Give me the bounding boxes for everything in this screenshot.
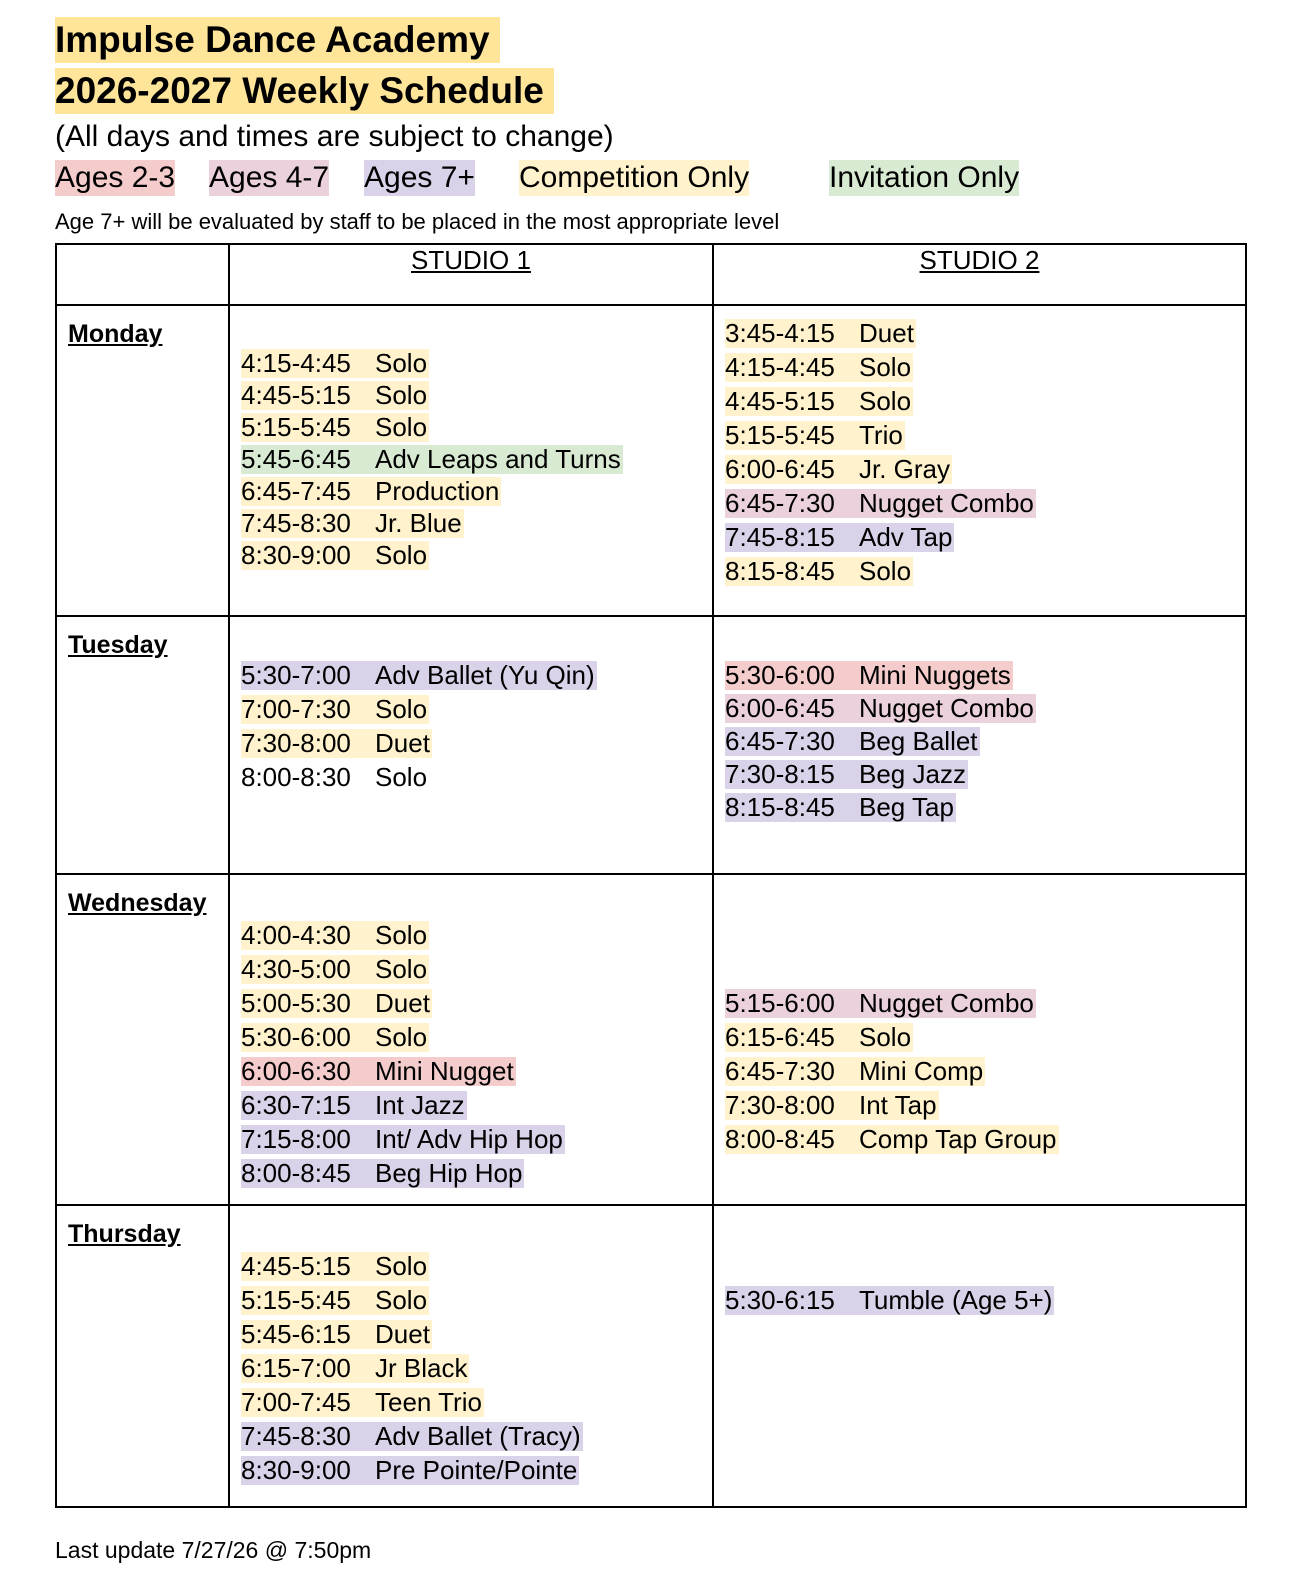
class-name: Solo xyxy=(859,386,912,416)
class-name: Solo xyxy=(375,1285,428,1315)
class-entry xyxy=(241,541,429,570)
class-entry xyxy=(241,1057,516,1086)
class-name: Trio xyxy=(859,420,903,450)
class-entry xyxy=(241,1252,429,1281)
class-time: 8:00-8:45 xyxy=(725,1124,835,1154)
class-entry xyxy=(241,1456,579,1485)
class-name: Solo xyxy=(375,1251,428,1281)
legend-competition-only: Competition Only xyxy=(519,161,750,194)
class-time: 6:45-7:30 xyxy=(725,488,835,518)
class-entry xyxy=(241,1354,469,1383)
class-entry xyxy=(725,694,1036,723)
class-time: 4:45-5:15 xyxy=(725,386,835,416)
class-name: Duet xyxy=(375,1319,430,1349)
class-entry xyxy=(241,1286,429,1315)
class-name: Solo xyxy=(375,380,428,410)
class-time: 5:00-5:30 xyxy=(241,988,351,1018)
class-name: Beg Tap xyxy=(859,792,954,822)
class-entry xyxy=(241,989,432,1018)
header-empty xyxy=(56,244,229,305)
schedule-table xyxy=(55,243,1247,1508)
class-time: 8:15-8:45 xyxy=(725,792,835,822)
class-time: 7:45-8:30 xyxy=(241,1421,351,1451)
class-entry xyxy=(725,1125,1059,1154)
class-time: 4:45-5:15 xyxy=(241,1251,351,1281)
class-time: 7:00-7:30 xyxy=(241,694,351,724)
class-name: Nugget Combo xyxy=(859,988,1034,1018)
class-name: Adv Ballet (Yu Qin) xyxy=(375,660,595,690)
class-name: Solo xyxy=(375,540,428,570)
class-entry xyxy=(725,421,905,450)
thursday-studio-1 xyxy=(229,1205,713,1507)
class-entry xyxy=(725,387,913,416)
class-name: Solo xyxy=(859,556,912,586)
class-entry xyxy=(241,729,432,758)
studio-2-header: STUDIO 2 xyxy=(713,244,1246,305)
class-entry xyxy=(241,509,464,538)
class-time: 4:15-4:45 xyxy=(725,352,835,382)
class-time: 5:30-6:15 xyxy=(725,1285,835,1315)
wednesday-studio-1 xyxy=(229,874,713,1205)
tuesday-studio-1 xyxy=(229,616,713,874)
class-time: 7:30-8:15 xyxy=(725,759,835,789)
legend-invitation-only: Invitation Only xyxy=(829,161,1020,194)
class-entry xyxy=(725,793,956,822)
class-entry xyxy=(725,1091,939,1120)
class-name: Tumble (Age 5+) xyxy=(859,1285,1053,1315)
class-name: Beg Hip Hop xyxy=(375,1158,523,1188)
class-entry xyxy=(725,727,980,756)
class-name: Nugget Combo xyxy=(859,693,1034,723)
class-entry xyxy=(725,455,952,484)
class-time: 8:15-8:45 xyxy=(725,556,835,586)
class-entry xyxy=(241,921,429,950)
class-name: Solo xyxy=(375,348,428,378)
monday-row xyxy=(56,305,1246,616)
class-name: Int Tap xyxy=(859,1090,937,1120)
class-time: 5:15-5:45 xyxy=(725,420,835,450)
class-entry xyxy=(241,1023,429,1052)
class-time: 7:45-8:30 xyxy=(241,508,351,538)
class-name: Jr. Gray xyxy=(859,454,951,484)
class-name: Adv Ballet (Tracy) xyxy=(375,1421,581,1451)
class-time: 4:45-5:15 xyxy=(241,380,351,410)
placement-note: Age 7+ will be evaluated by staff to be placed in the most appropriate level xyxy=(55,209,780,234)
class-entry xyxy=(241,763,429,792)
thursday-studio-2 xyxy=(713,1205,1246,1507)
monday-studio-1 xyxy=(229,305,713,616)
tuesday-studio-1-list xyxy=(241,661,597,797)
class-name: Mini Nuggets xyxy=(859,660,1011,690)
class-entry xyxy=(241,381,429,410)
class-name: Duet xyxy=(375,988,430,1018)
class-entry xyxy=(241,1125,565,1154)
class-name: Jr Black xyxy=(375,1353,468,1383)
class-name: Int/ Adv Hip Hop xyxy=(375,1124,563,1154)
wednesday-row xyxy=(56,874,1246,1205)
class-time: 6:00-6:30 xyxy=(241,1056,351,1086)
day-label-thursday: Thursday xyxy=(56,1205,229,1507)
class-time: 4:30-5:00 xyxy=(241,954,351,984)
class-time: 8:00-8:30 xyxy=(241,762,351,792)
thursday-row xyxy=(56,1205,1246,1507)
class-entry xyxy=(241,477,501,506)
class-name: Beg Ballet xyxy=(859,726,978,756)
class-name: Mini Comp xyxy=(859,1056,984,1086)
class-time: 5:15-5:45 xyxy=(241,412,351,442)
class-time: 3:45-4:15 xyxy=(725,318,835,348)
class-entry xyxy=(725,557,913,586)
class-name: Production xyxy=(375,476,500,506)
class-name: Duet xyxy=(859,318,914,348)
class-time: 8:30-9:00 xyxy=(241,1455,351,1485)
class-entry xyxy=(241,1091,467,1120)
class-time: 6:45-7:30 xyxy=(725,726,835,756)
monday-studio-2-list xyxy=(725,319,1036,591)
thursday-studio-2-list xyxy=(725,1286,1054,1320)
thursday-studio-1-list xyxy=(241,1252,583,1490)
class-entry xyxy=(725,760,968,789)
class-time: 5:30-6:00 xyxy=(725,660,835,690)
class-time: 6:15-7:00 xyxy=(241,1353,351,1383)
class-name: Jr. Blue xyxy=(375,508,462,538)
class-name: Solo xyxy=(375,694,428,724)
class-time: 5:15-5:45 xyxy=(241,1285,351,1315)
class-name: Adv Tap xyxy=(859,522,953,552)
tuesday-studio-2-list xyxy=(725,661,1036,826)
class-entry xyxy=(725,523,954,552)
class-name: Solo xyxy=(859,1022,912,1052)
page-subtitle: 2026-2027 Weekly Schedule xyxy=(55,68,554,114)
class-time: 5:30-7:00 xyxy=(241,660,351,690)
class-time: 8:30-9:00 xyxy=(241,540,351,570)
class-entry xyxy=(241,1422,583,1451)
class-entry xyxy=(241,413,429,442)
tuesday-studio-2 xyxy=(713,616,1246,874)
class-entry xyxy=(725,319,916,348)
class-time: 5:30-6:00 xyxy=(241,1022,351,1052)
page-title: Impulse Dance Academy xyxy=(55,17,500,63)
class-time: 8:00-8:45 xyxy=(241,1158,351,1188)
class-entry xyxy=(725,1023,913,1052)
class-name: Duet xyxy=(375,728,430,758)
tuesday-row xyxy=(56,616,1246,874)
class-time: 7:15-8:00 xyxy=(241,1124,351,1154)
class-time: 7:30-8:00 xyxy=(725,1090,835,1120)
class-name: Solo xyxy=(375,920,428,950)
class-name: Int Jazz xyxy=(375,1090,465,1120)
class-entry xyxy=(725,353,913,382)
class-time: 6:00-6:45 xyxy=(725,454,835,484)
class-name: Solo xyxy=(375,762,428,792)
class-time: 7:45-8:15 xyxy=(725,522,835,552)
class-entry xyxy=(241,661,597,690)
studio-1-header: STUDIO 1 xyxy=(229,244,713,305)
class-time: 7:00-7:45 xyxy=(241,1387,351,1417)
wednesday-studio-2-list xyxy=(725,989,1059,1159)
class-time: 6:15-6:45 xyxy=(725,1022,835,1052)
class-name: Solo xyxy=(375,412,428,442)
class-time: 4:15-4:45 xyxy=(241,348,351,378)
class-time: 6:45-7:30 xyxy=(725,1056,835,1086)
class-entry xyxy=(725,1286,1054,1315)
class-name: Comp Tap Group xyxy=(859,1124,1057,1154)
class-entry xyxy=(241,955,429,984)
class-name: Teen Trio xyxy=(375,1387,482,1417)
class-entry xyxy=(241,1388,484,1417)
class-entry xyxy=(241,1320,432,1349)
class-time: 6:30-7:15 xyxy=(241,1090,351,1120)
class-name: Beg Jazz xyxy=(859,759,966,789)
class-time: 5:45-6:45 xyxy=(241,444,351,474)
class-entry xyxy=(241,695,429,724)
day-label-tuesday: Tuesday xyxy=(56,616,229,874)
class-time: 7:30-8:00 xyxy=(241,728,351,758)
class-time: 6:00-6:45 xyxy=(725,693,835,723)
class-entry xyxy=(241,445,623,474)
day-label-monday: Monday xyxy=(56,305,229,616)
monday-studio-1-list xyxy=(241,349,623,573)
last-update: Last update 7/27/26 @ 7:50pm xyxy=(55,1537,372,1563)
class-entry xyxy=(725,1057,985,1086)
monday-studio-2 xyxy=(713,305,1246,616)
disclaimer: (All days and times are subject to change) xyxy=(55,120,614,153)
class-time: 5:15-6:00 xyxy=(725,988,835,1018)
class-name: Solo xyxy=(859,352,912,382)
legend-ages-7-plus: Ages 7+ xyxy=(364,161,475,194)
table-header-row xyxy=(56,244,1246,305)
class-entry xyxy=(725,661,1013,690)
class-entry xyxy=(725,989,1036,1018)
class-time: 5:45-6:15 xyxy=(241,1319,351,1349)
legend-ages-2-3: Ages 2-3 xyxy=(55,161,176,194)
legend-ages-4-7: Ages 4-7 xyxy=(209,161,330,194)
class-name: Solo xyxy=(375,1022,428,1052)
class-name: Nugget Combo xyxy=(859,488,1034,518)
class-time: 4:00-4:30 xyxy=(241,920,351,950)
day-label-wednesday: Wednesday xyxy=(56,874,229,1205)
class-entry xyxy=(725,489,1036,518)
class-name: Adv Leaps and Turns xyxy=(375,444,621,474)
class-entry xyxy=(241,1159,524,1188)
class-entry xyxy=(241,349,429,378)
class-time: 6:45-7:45 xyxy=(241,476,351,506)
class-name: Pre Pointe/Pointe xyxy=(375,1455,578,1485)
wednesday-studio-2 xyxy=(713,874,1246,1205)
class-name: Solo xyxy=(375,954,428,984)
wednesday-studio-1-list xyxy=(241,921,565,1193)
class-name: Mini Nugget xyxy=(375,1056,514,1086)
